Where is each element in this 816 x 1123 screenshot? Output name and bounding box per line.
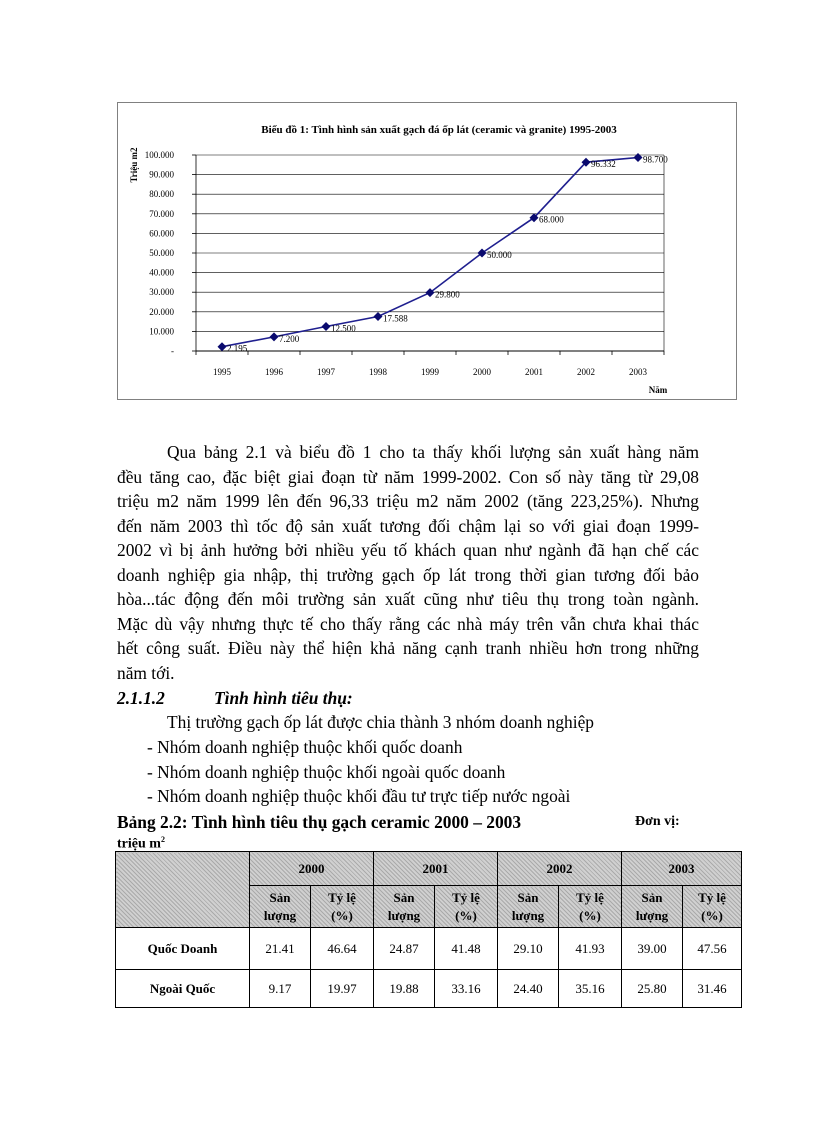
subheader-text: lượng xyxy=(263,907,297,923)
y-tick-label: 50.000 xyxy=(149,248,174,258)
subheader-text: Tỷ lệ xyxy=(452,889,480,905)
y-tick-label: 20.000 xyxy=(149,306,174,317)
table-cell: 21.41 xyxy=(250,928,311,970)
x-axis-title: Năm xyxy=(648,385,668,395)
y-tick-label: 70.000 xyxy=(149,208,174,219)
table-cell: 46.64 xyxy=(311,928,374,970)
table-unit-value xyxy=(117,835,165,853)
row-label: Ngoài Quốc xyxy=(116,970,250,1008)
x-tick-label: 1999 xyxy=(421,367,439,377)
table-unit-label: Đơn vị: xyxy=(635,814,680,829)
data-label: 96.332 xyxy=(591,159,616,170)
y-tick-labels xyxy=(145,150,175,356)
production-line-chart xyxy=(118,103,738,401)
y-tick-label: 60.000 xyxy=(149,228,174,239)
subheader-text: (%) xyxy=(579,907,601,923)
section-title: Tình hình tiêu thụ: xyxy=(214,688,353,708)
unit-text: triệu m xyxy=(117,836,161,852)
x-tick-label: 2002 xyxy=(577,367,595,377)
subheader-text: lượng xyxy=(635,907,669,923)
y-tick-label: 30.000 xyxy=(149,287,174,298)
paragraph-line: triệu m2 năm 1999 lên đến 96,33 triệu m2 năm 2002 (tăng 223,25%). Nhưng xyxy=(117,491,699,511)
data-label: 7.200 xyxy=(279,333,300,344)
paragraph-line: đều tăng cao, đặc biệt giai đoạn từ năm 1999-2002. Con số này tăng từ 29,08 xyxy=(117,466,699,487)
subheader-text: Tỷ lệ xyxy=(576,889,604,905)
table-cell: 41.93 xyxy=(559,928,622,970)
paragraph-line: đến năm 2003 thì tốc độ sản xuất tương đối chậm lại so với giai đoạn 1999- xyxy=(117,515,699,536)
section-intro: Thị trường gạch ốp lát được chia thành 3 nhóm doanh nghiệp xyxy=(167,712,594,732)
table-cell: 25.80 xyxy=(622,970,683,1008)
table-cell: 24.40 xyxy=(498,970,559,1008)
x-tick-label: 2003 xyxy=(629,367,647,377)
y-tick-label: 40.000 xyxy=(149,267,174,278)
table-cell: 24.87 xyxy=(374,928,435,970)
x-tick-label: 1996 xyxy=(265,367,283,377)
subheader-text: Sản xyxy=(393,889,415,905)
row-label: Quốc Doanh xyxy=(116,928,250,970)
data-label: 68.000 xyxy=(539,214,564,225)
table-cell: 29.10 xyxy=(498,928,559,970)
x-tick-labels xyxy=(213,367,648,377)
year-header: 2000 xyxy=(250,852,374,886)
subheader-text: (%) xyxy=(331,907,353,923)
body-paragraph xyxy=(117,440,699,685)
x-tick-label: 2000 xyxy=(473,367,491,377)
table-cell: 35.16 xyxy=(559,970,622,1008)
subheader-text: (%) xyxy=(455,907,477,923)
subheader-text: Sản xyxy=(269,889,291,905)
series-line xyxy=(222,158,638,347)
y-tick-label: 100.000 xyxy=(144,150,174,160)
table-row xyxy=(116,928,742,970)
table-cell: 31.46 xyxy=(683,970,742,1008)
ratio-subheader xyxy=(435,886,498,928)
data-point-marker xyxy=(634,153,643,162)
table-cell: 33.16 xyxy=(435,970,498,1008)
chart-grid xyxy=(192,155,664,355)
data-label: 29.800 xyxy=(435,289,460,300)
data-point-marker xyxy=(270,332,279,341)
x-tick-label: 1995 xyxy=(213,367,231,377)
unit-superscript: 2 xyxy=(160,835,165,844)
data-label: 12.500 xyxy=(331,323,356,334)
output-subheader xyxy=(374,886,435,928)
subheader-text: Tỷ lệ xyxy=(698,889,726,905)
year-header: 2003 xyxy=(622,852,742,886)
bullet-item: - Nhóm doanh nghiệp thuộc khối đầu tư trực tiếp nước ngoài xyxy=(147,786,571,806)
output-subheader xyxy=(622,886,683,928)
y-tick-label: 90.000 xyxy=(149,169,174,180)
table-caption: Bảng 2.2: Tình hình tiêu thụ gạch ceramic 2000 – 2003 xyxy=(117,812,522,832)
consumption-table xyxy=(115,851,742,1008)
table-cell: 39.00 xyxy=(622,928,683,970)
data-point-marker xyxy=(218,342,227,351)
paragraph-line: Mặc dù vậy nhưng thực tế cho thấy rằng các nhà máy trên vẫn chưa khai thác xyxy=(117,613,699,634)
x-tick-label: 1998 xyxy=(369,367,387,377)
bullet-item: - Nhóm doanh nghiệp thuộc khối ngoài quốc doanh xyxy=(147,762,506,782)
table-cell: 19.88 xyxy=(374,970,435,1008)
ratio-subheader xyxy=(683,886,742,928)
subheader-text: (%) xyxy=(701,907,723,923)
y-tick-label: - xyxy=(171,346,174,356)
y-tick-label: 10.000 xyxy=(149,326,174,337)
bullet-item: - Nhóm doanh nghiệp thuộc khối quốc doanh xyxy=(147,737,463,757)
year-header: 2001 xyxy=(374,852,498,886)
paragraph-line: năm tới. xyxy=(117,662,175,683)
paragraph-line: 2002 vì bị ảnh hưởng bởi nhiều yếu tố khách quan như ngành đã hạn chế các xyxy=(117,540,699,560)
output-subheader xyxy=(250,886,311,928)
subheader-text: Sản xyxy=(641,889,663,905)
table-corner-cell xyxy=(116,852,250,928)
data-label: 2.195 xyxy=(227,343,248,354)
ratio-subheader xyxy=(311,886,374,928)
chart-title: Biểu đồ 1: Tình hình sản xuất gạch đá ốp lát (ceramic và granite) 1995-2003 xyxy=(261,124,617,136)
output-subheader xyxy=(498,886,559,928)
ratio-subheader xyxy=(559,886,622,928)
y-tick-label: 80.000 xyxy=(149,189,174,200)
y-axis-title: Triệu m2 xyxy=(129,147,139,183)
year-header: 2002 xyxy=(498,852,622,886)
table-row xyxy=(116,970,742,1008)
chart-frame xyxy=(117,102,737,400)
table-cell: 9.17 xyxy=(250,970,311,1008)
paragraph-line: hết công suất. Điều này thể hiện khả năng cạnh tranh nhiều hơn trong những xyxy=(117,638,699,658)
paragraph-line: Qua bảng 2.1 và biểu đồ 1 cho ta thấy khối lượng sản xuất hàng năm xyxy=(167,442,699,462)
section-number: 2.1.1.2 xyxy=(117,688,165,708)
data-point-marker xyxy=(374,312,383,321)
subheader-text: Sản xyxy=(517,889,539,905)
x-tick-label: 1997 xyxy=(317,367,335,377)
chart-series xyxy=(218,153,669,354)
data-label: 50.000 xyxy=(487,250,512,260)
subheader-text: lượng xyxy=(511,907,545,923)
subheader-text: Tỷ lệ xyxy=(328,889,356,905)
paragraph-line: doanh nghiệp gia nhập, thị trường gạch ốp lát trong thời gian tương đối bảo xyxy=(117,564,699,585)
x-tick-label: 2001 xyxy=(525,367,543,377)
data-point-marker xyxy=(322,322,331,331)
table-cell: 19.97 xyxy=(311,970,374,1008)
table-cell: 47.56 xyxy=(683,928,742,970)
subheader-text: lượng xyxy=(387,907,421,923)
section-heading xyxy=(117,688,353,709)
data-label: 98.700 xyxy=(643,154,668,165)
table-cell: 41.48 xyxy=(435,928,498,970)
data-label: 17.588 xyxy=(383,313,408,324)
paragraph-line: hòa...tác động đến môi trường sản xuất cũng như tiêu thụ trong toàn ngành. xyxy=(117,589,699,609)
